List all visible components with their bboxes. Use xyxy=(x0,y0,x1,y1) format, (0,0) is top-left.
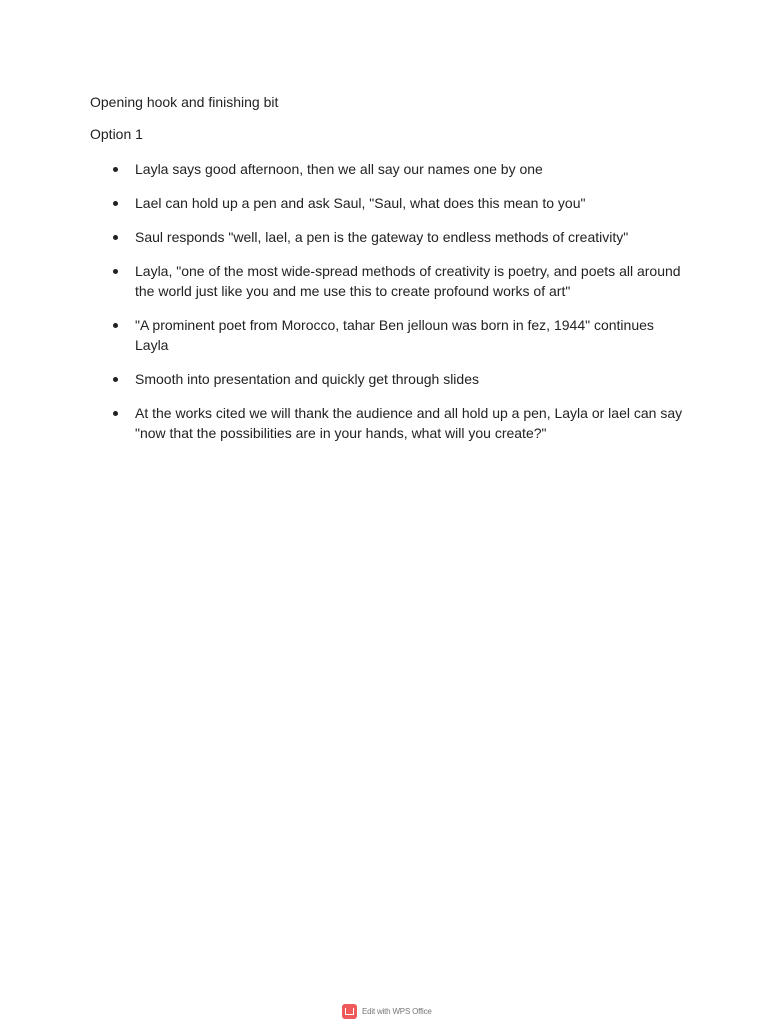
option-label: Option 1 xyxy=(90,126,143,142)
document-heading: Opening hook and finishing bit xyxy=(90,94,279,110)
list-item xyxy=(0,315,685,355)
list-item-text: Layla says good afternoon, then we all say our names one by one xyxy=(135,161,543,177)
list-item xyxy=(0,403,685,443)
bullet-list xyxy=(0,159,768,457)
footer-label: Edit with WPS Office xyxy=(362,1006,432,1016)
bullet-dot-icon xyxy=(113,167,118,172)
list-item-text: "A prominent poet from Morocco, tahar Ben jelloun was born in fez, 1944" continues Layla xyxy=(135,317,654,353)
list-item xyxy=(0,227,685,247)
list-item-text: Lael can hold up a pen and ask Saul, "Saul, what does this mean to you" xyxy=(135,195,586,211)
bullet-dot-icon xyxy=(113,323,118,328)
list-item-text: At the works cited we will thank the audience and all hold up a pen, Layla or lael can say "now that the possibilities are in your hands, what will you create?" xyxy=(135,405,683,441)
list-item xyxy=(0,369,685,389)
bullet-dot-icon xyxy=(113,411,118,416)
list-item-text: Layla, "one of the most wide-spread methods of creativity is poetry, and poets all around the world just like you and me use this to create profound works of art" xyxy=(135,263,681,299)
list-item xyxy=(0,193,685,213)
list-item xyxy=(0,159,685,179)
wps-office-logo-icon xyxy=(342,1004,357,1019)
list-item-text: Saul responds "well, lael, a pen is the gateway to endless methods of creativity" xyxy=(135,229,629,245)
bullet-dot-icon xyxy=(113,201,118,206)
list-item xyxy=(0,261,685,301)
bullet-dot-icon xyxy=(113,377,118,382)
edit-with-wps-link[interactable] xyxy=(342,1003,432,1019)
bullet-dot-icon xyxy=(113,269,118,274)
list-item-text: Smooth into presentation and quickly get through slides xyxy=(135,371,479,387)
bullet-dot-icon xyxy=(113,235,118,240)
